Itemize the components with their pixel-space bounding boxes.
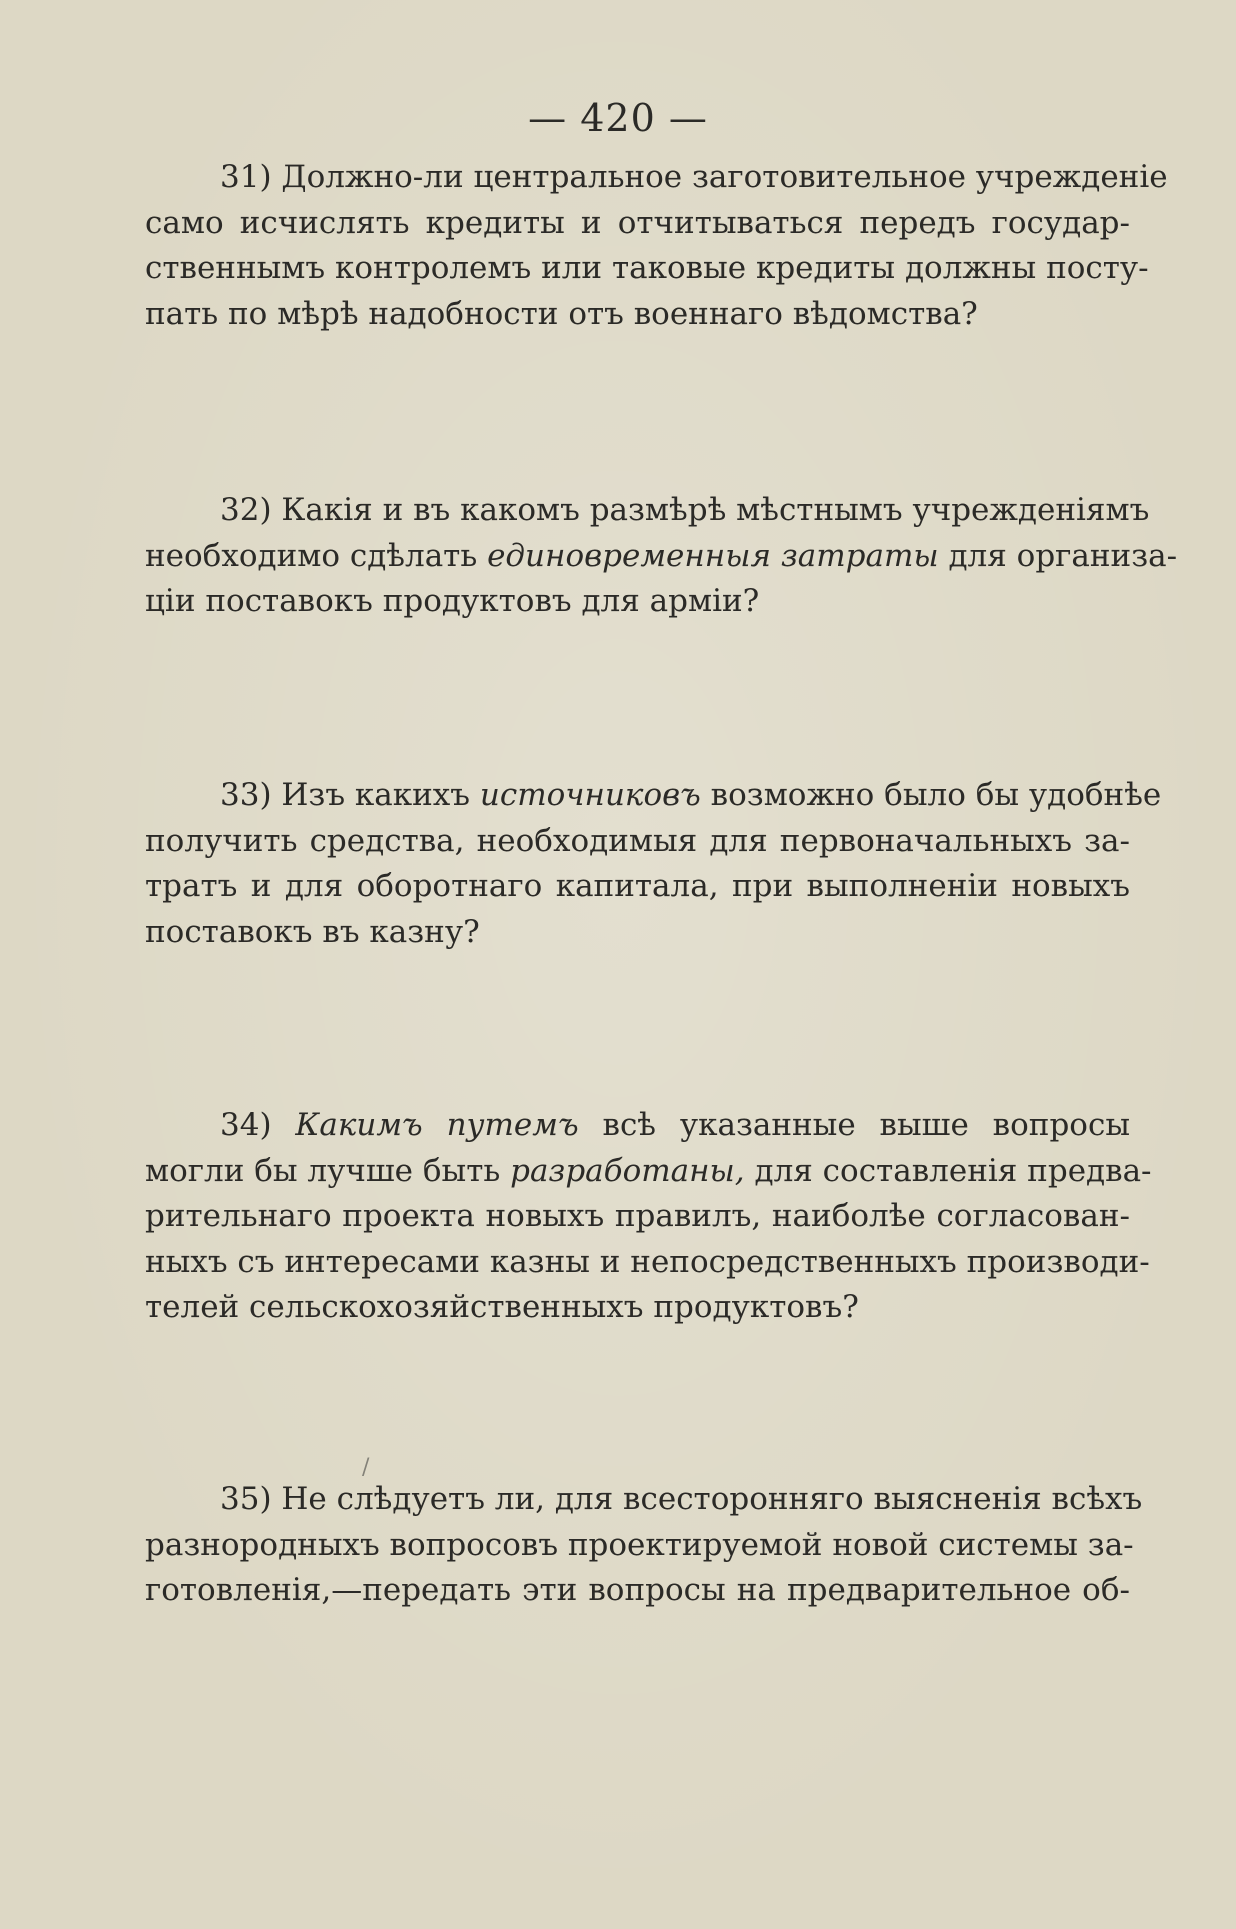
question-31-line-4: пать по мѣрѣ надобности отъ военнаго вѣдомства? [145, 295, 978, 332]
question-33 [145, 773, 1162, 955]
question-33-line-4: поставокъ въ казну? [145, 913, 480, 950]
emphasis-developed: разработаны, [510, 1152, 745, 1189]
question-34-line-1: 34) Какимъ путемъ всѣ указанные выше вопросы [220, 1107, 1130, 1143]
question-32 [145, 488, 1178, 625]
question-31-line-1: 31) Должно-ли центральное заготовительное учрежденіе [220, 159, 1168, 195]
page-number: — 420 — [528, 96, 708, 140]
emphasis-one-time-costs: единовременныя затраты [487, 537, 939, 574]
question-31 [145, 155, 1168, 337]
stray-pencil-mark: / [362, 1455, 370, 1480]
question-35-line-1: 35) Не слѣдуетъ ли, для всесторонняго выясненія всѣхъ [220, 1481, 1143, 1517]
question-34 [145, 1103, 1152, 1331]
question-35 [145, 1477, 1143, 1614]
emphasis-sources: источниковъ [479, 777, 701, 813]
question-35-line-2: разнородныхъ вопросовъ проектируемой новой системы за- [145, 1526, 1134, 1563]
question-34-line-4: ныхъ съ интересами казны и непосредственныхъ производи- [145, 1243, 1150, 1280]
emphasis-by-what-way: Какимъ путемъ [295, 1107, 579, 1143]
question-33-line-2: получить средства, необходимыя для первоначальныхъ за- [145, 822, 1130, 859]
question-34-line-2: могли бы лучше быть разработаны, для составленія предва- [145, 1152, 1152, 1189]
question-35-line-3: готовленія,—передать эти вопросы на предварительное об- [145, 1572, 1130, 1608]
question-32-line-3: ціи поставокъ продуктовъ для арміи? [145, 583, 760, 619]
question-32-line-2: необходимо сдѣлать единовременныя затраты для организа- [145, 537, 1178, 574]
question-31-line-3: ственнымъ контролемъ или таковые кредиты должны посту- [145, 250, 1149, 286]
question-33-line-1: 33) Изъ какихъ источниковъ возможно было бы удобнѣе [220, 777, 1162, 813]
question-34-line-3: рительнаго проекта новыхъ правилъ, наиболѣе согласован- [145, 1198, 1130, 1234]
question-31-line-2: само исчислять кредиты и отчитываться передъ государ- [145, 204, 1130, 241]
question-33-line-3: тратъ и для оборотнаго капитала, при выполненіи новыхъ [145, 868, 1130, 904]
question-34-line-5: телей сельскохозяйственныхъ продуктовъ? [145, 1289, 859, 1325]
question-32-line-1: 32) Какія и въ какомъ размѣрѣ мѣстнымъ учрежденіямъ [220, 492, 1150, 528]
show-through-text [120, 345, 1120, 387]
